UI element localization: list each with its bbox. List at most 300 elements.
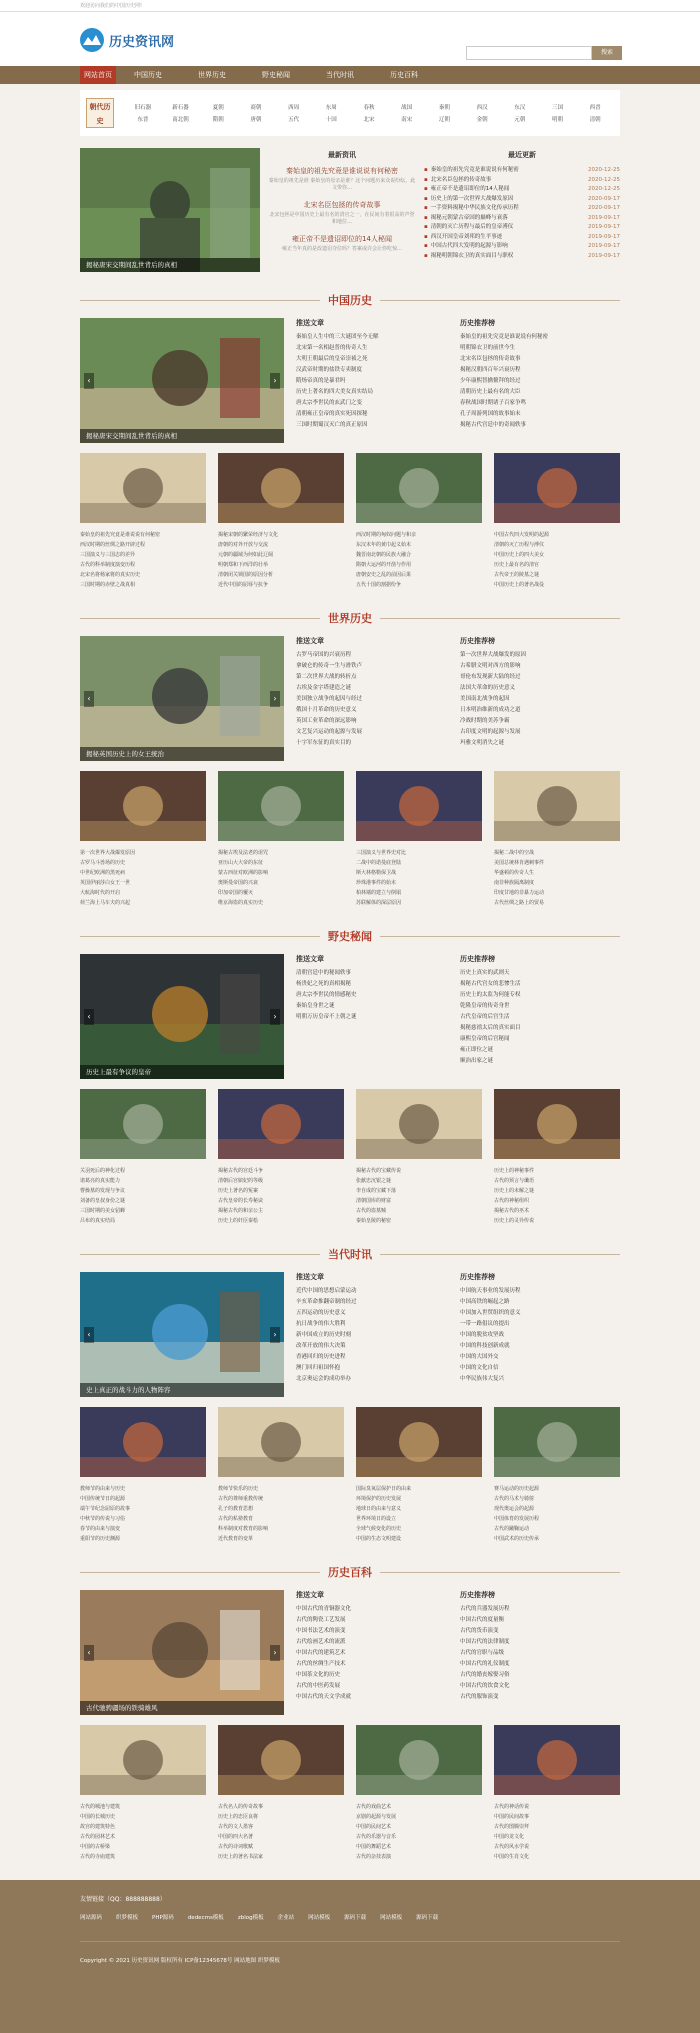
nav-encyclopedia[interactable]: 历史百科: [390, 71, 418, 79]
thumbnail-list-link[interactable]: 中国体育的发展历程: [494, 1516, 540, 1522]
update-link[interactable]: ▪ 秦始皇的祖先究竟是谁说说有何秘密: [424, 166, 519, 176]
thumbnail-list-link[interactable]: 清朝国库的财富: [356, 1198, 392, 1204]
push-article-link[interactable]: 隋炀帝真的是暴君吗: [296, 378, 346, 384]
thumbnail-list-link[interactable]: 教师节快乐的历史: [218, 1486, 259, 1492]
dynasty-link[interactable]: 金朝: [476, 117, 488, 123]
thumbnail-list-link[interactable]: 印度甘地的非暴力运动: [494, 890, 545, 896]
thumbnail-image[interactable]: [218, 1089, 344, 1159]
thumbnail-list-link[interactable]: 第一次世界大战爆发原因: [80, 850, 136, 856]
dynasty-link[interactable]: 新石器: [172, 105, 189, 111]
thumbnail-list-link[interactable]: 华盛顿的传奇人生: [494, 870, 535, 876]
thumbnail-list-link[interactable]: 李自成的宝藏下落: [356, 1188, 397, 1194]
thumbnail-list-link[interactable]: 历史上的未解之谜: [494, 1188, 535, 1194]
thumbnail-list-link[interactable]: 元朝的疆域为何如此辽阔: [218, 552, 274, 558]
thumbnail-list-link[interactable]: 斯大林格勒保卫战: [356, 870, 397, 876]
recommend-link[interactable]: 哥伦布发现新大陆的经过: [460, 674, 521, 680]
thumbnail-list-link[interactable]: 古代的园林艺术: [80, 1834, 116, 1840]
thumbnail-list-link[interactable]: 揭秘宋朝的繁荣经济与文化: [218, 532, 279, 538]
thumbnail-list-link[interactable]: 美国总统林肯遇刺事件: [494, 860, 545, 866]
thumbnail-list-link[interactable]: 西汉时期的丝绸之路开辟过程: [80, 542, 146, 548]
section-slider[interactable]: [80, 1590, 284, 1715]
footer-link[interactable]: dedecms模板: [187, 1915, 224, 1921]
recommend-link[interactable]: 清朝历史上最有名的大臣: [460, 389, 521, 395]
dynasty-link[interactable]: 商朝: [250, 105, 262, 111]
push-article-link[interactable]: 北京奥运会的成功举办: [296, 1376, 352, 1382]
thumbnail-list-link[interactable]: 科举制度对教育的影响: [218, 1526, 269, 1532]
thumbnail-list-link[interactable]: 端午节纪念屈原的故事: [80, 1506, 131, 1512]
push-article-link[interactable]: 古代的陶瓷工艺发展: [296, 1617, 346, 1623]
thumbnail-list-link[interactable]: 古代丝绸之路上的贸易: [494, 900, 545, 906]
recommend-link[interactable]: 中国航天事业的发展历程: [460, 1288, 521, 1294]
recommend-link[interactable]: 第一次世界大战爆发的原因: [460, 652, 527, 658]
thumbnail-list-link[interactable]: 刘备的皇叔身份之谜: [80, 1198, 126, 1204]
thumbnail-list-link[interactable]: 三国时期的美女貂蝉: [80, 1208, 126, 1214]
news-title-link[interactable]: 秦始皇的祖先究竟是谁说说有何秘密: [286, 167, 398, 175]
thumbnail-list-link[interactable]: 吕布的真实结局: [80, 1218, 116, 1224]
section-title[interactable]: 世界历史: [328, 612, 372, 625]
thumbnail-list-link[interactable]: 重阳节的历史渊源: [80, 1536, 121, 1542]
nav-home[interactable]: 网站首页: [80, 66, 116, 84]
thumbnail-list-link[interactable]: 古代皇帝的长寿秘诀: [218, 1198, 264, 1204]
thumbnail-list-link[interactable]: 古代的寺庙建筑: [80, 1854, 116, 1860]
thumbnail-list-link[interactable]: 古代的图腾崇拜: [494, 1824, 530, 1830]
dynasty-link[interactable]: 南北朝: [172, 117, 189, 123]
thumbnail-list-link[interactable]: 古代的尊师重教传统: [218, 1496, 264, 1502]
thumbnail-image[interactable]: [356, 1725, 482, 1795]
search-button[interactable]: 搜索: [592, 46, 622, 60]
push-article-link[interactable]: 历史上著名的四大美女真实结局: [296, 389, 374, 395]
thumbnail-list-link[interactable]: 古代帝王的陵墓之谜: [494, 572, 540, 578]
thumbnail-list-link[interactable]: 清朝后宫嫔妃的等级: [218, 1178, 264, 1184]
search-input[interactable]: [466, 46, 592, 60]
section-title[interactable]: 当代时讯: [328, 1248, 372, 1261]
footer-link[interactable]: zblog模板: [237, 1915, 264, 1921]
push-article-link[interactable]: 五四运动的历史意义: [296, 1310, 346, 1316]
thumbnail-list-link[interactable]: 苏联解体的深层原因: [356, 900, 402, 906]
slider-prev-icon[interactable]: ‹: [84, 1645, 94, 1661]
push-article-link[interactable]: 古代的丝绸生产技术: [296, 1661, 346, 1667]
thumbnail-list-link[interactable]: 京剧的起源与发展: [356, 1814, 397, 1820]
recommend-link[interactable]: 日本明治维新的成功之道: [460, 707, 521, 713]
thumbnail-image[interactable]: [218, 453, 344, 523]
thumbnail-list-link[interactable]: 历史上的奸臣秦桧: [218, 1218, 259, 1224]
dynasty-link[interactable]: 春秋: [363, 105, 375, 111]
slider-next-icon[interactable]: ›: [270, 1009, 280, 1025]
push-article-link[interactable]: 唐太宗李世民的情感秘史: [296, 992, 357, 998]
thumbnail-list-link[interactable]: 中国传统节日的起源: [80, 1496, 126, 1502]
thumbnail-list-link[interactable]: 古代的城池与建筑: [80, 1804, 121, 1810]
push-article-link[interactable]: 英国工业革命的深远影响: [296, 718, 357, 724]
thumbnail-image[interactable]: [356, 771, 482, 841]
thumbnail-list-link[interactable]: 奥斯曼帝国的兴衰: [218, 880, 259, 886]
update-link[interactable]: ▪ 一手资料揭秘中华民族文化传承历程: [424, 204, 519, 214]
thumbnail-list-link[interactable]: 诸葛亮的真实能力: [80, 1178, 121, 1184]
dynasty-link[interactable]: 东周: [325, 105, 337, 111]
dynasty-link[interactable]: 东晋: [137, 117, 149, 123]
thumbnail-list-link[interactable]: 中国历史上的著名战役: [494, 582, 545, 588]
push-article-link[interactable]: 改革开放的伟大决策: [296, 1343, 346, 1349]
thumbnail-list-link[interactable]: 古代的马术与骑射: [494, 1496, 535, 1502]
thumbnail-list-link[interactable]: 揭秘古代的宝藏传说: [356, 1168, 402, 1174]
thumbnail-list-link[interactable]: 北宋名将杨家将的真实历史: [80, 572, 141, 578]
news-title-link[interactable]: 北宋名臣包拯的传奇故事: [303, 201, 381, 209]
footer-link[interactable]: 网站源码: [80, 1915, 103, 1921]
thumbnail-list-link[interactable]: 中国的古桥梁: [80, 1844, 111, 1850]
thumbnail-list-link[interactable]: 中世纪欧洲的黑死病: [80, 870, 126, 876]
dynasty-link[interactable]: 三国: [551, 105, 563, 111]
recommend-link[interactable]: 孔子周游列国的故事始末: [460, 411, 521, 417]
thumbnail-list-link[interactable]: 古代的乐器与音乐: [356, 1834, 397, 1840]
thumbnail-list-link[interactable]: 古代的神秘组织: [494, 1198, 530, 1204]
push-article-link[interactable]: 十字军东征的真实目的: [296, 740, 352, 746]
thumbnail-list-link[interactable]: 揭秘古代的巫术: [494, 1208, 530, 1214]
recommend-link[interactable]: 揭秘古代宫女的悲惨生活: [460, 981, 521, 987]
footer-link[interactable]: PHP源码: [152, 1915, 174, 1921]
footer-link[interactable]: 网站模板: [380, 1915, 403, 1921]
push-article-link[interactable]: 抗日战争的伟大胜利: [296, 1321, 346, 1327]
recommend-link[interactable]: 揭秘汉朝四百年兴衰历程: [460, 367, 521, 373]
push-article-link[interactable]: 古代的中医药发展: [296, 1683, 341, 1689]
recommend-link[interactable]: 明朝锦衣卫的前世今生: [460, 345, 516, 351]
recommend-link[interactable]: 少年康熙智擒鳌拜的经过: [460, 378, 521, 384]
recommend-link[interactable]: 古代的货币演变: [460, 1628, 499, 1634]
recommend-link[interactable]: 中国古代的礼仪制度: [460, 1661, 510, 1667]
recommend-link[interactable]: 中国古代的法律制度: [460, 1639, 510, 1645]
recommend-link[interactable]: 中国高铁的崛起之路: [460, 1299, 510, 1305]
push-article-link[interactable]: 中国古代的青铜器文化: [296, 1606, 352, 1612]
push-article-link[interactable]: 明朝万历皇帝不上朝之谜: [296, 1014, 357, 1020]
push-article-link[interactable]: 文艺复兴运动的起源与发展: [296, 729, 363, 735]
recommend-link[interactable]: 古代的婚丧嫁娶习俗: [460, 1672, 510, 1678]
thumbnail-list-link[interactable]: 揭秘古代的和亲公主: [218, 1208, 264, 1214]
slider-next-icon[interactable]: ›: [270, 1645, 280, 1661]
thumbnail-list-link[interactable]: 柏林墙的建立与倒塌: [356, 890, 402, 896]
footer-link[interactable]: 源码下载: [416, 1915, 439, 1921]
slider-prev-icon[interactable]: ‹: [84, 1009, 94, 1025]
recommend-link[interactable]: 雍正即位之谜: [460, 1047, 494, 1053]
dynasty-link[interactable]: 西汉: [476, 105, 488, 111]
slider-next-icon[interactable]: ›: [270, 1327, 280, 1343]
thumbnail-list-link[interactable]: 历史上的神秘事件: [494, 1168, 535, 1174]
dynasty-link[interactable]: 秦朝: [438, 105, 450, 111]
slider-prev-icon[interactable]: ‹: [84, 373, 94, 389]
thumbnail-image[interactable]: [218, 771, 344, 841]
thumbnail-list-link[interactable]: 春节的由来与演变: [80, 1526, 121, 1532]
thumbnail-list-link[interactable]: 古代的诗词歌赋: [218, 1844, 254, 1850]
push-article-link[interactable]: 秦始皇身世之谜: [296, 1003, 335, 1009]
recommend-link[interactable]: 美国南北战争的起因: [460, 696, 510, 702]
recommend-link[interactable]: 中国的脱贫攻坚战: [460, 1332, 505, 1338]
recommend-link[interactable]: 中国的大国外交: [460, 1354, 499, 1360]
dynasty-link[interactable]: 隋朝: [212, 117, 224, 123]
push-article-link[interactable]: 清朝宫廷中的秘闻轶事: [296, 970, 352, 976]
push-article-link[interactable]: 北宋第一名相赵普的传奇人生: [296, 345, 368, 351]
footer-link[interactable]: 企业站: [277, 1915, 295, 1921]
thumbnail-image[interactable]: [356, 1407, 482, 1477]
thumbnail-list-link[interactable]: 古代的科举制度演变历程: [80, 562, 136, 568]
recommend-link[interactable]: 古代的服饰演变: [460, 1694, 499, 1700]
thumbnail-list-link[interactable]: 古代的预言与谶语: [494, 1178, 535, 1184]
recommend-link[interactable]: 北宋名臣包拯的传奇故事: [460, 356, 521, 362]
recommend-link[interactable]: 中华民族伟大复兴: [460, 1376, 505, 1382]
thumbnail-list-link[interactable]: 古代的蹴鞠运动: [494, 1526, 530, 1532]
thumbnail-list-link[interactable]: 古代的杂技表演: [356, 1854, 392, 1860]
thumbnail-list-link[interactable]: 中国的生态文明建设: [356, 1536, 402, 1542]
push-article-link[interactable]: 古罗马帝国的兴衰历程: [296, 652, 352, 658]
footer-link[interactable]: 源码下载: [344, 1915, 367, 1921]
push-article-link[interactable]: 秦始皇人生中的三大谜团至今无解: [296, 334, 379, 340]
thumbnail-list-link[interactable]: 二战中的诺曼底登陆: [356, 860, 402, 866]
recommend-link[interactable]: 玛雅文明消失之谜: [460, 740, 505, 746]
update-link[interactable]: ▪ 揭秘明朝锦衣卫的真实面目与职权: [424, 252, 513, 262]
thumbnail-list-link[interactable]: 全球气候变化的历史: [356, 1526, 402, 1532]
dynasty-link[interactable]: 十国: [325, 117, 337, 123]
push-article-link[interactable]: 大明王朝最后的皇帝崇祯之死: [296, 356, 368, 362]
thumbnail-image[interactable]: [80, 1407, 206, 1477]
thumbnail-list-link[interactable]: 近代中国的屈辱与抗争: [218, 582, 269, 588]
thumbnail-list-link[interactable]: 教师节的由来与历史: [80, 1486, 126, 1492]
thumbnail-list-link[interactable]: 印加帝国的覆灭: [218, 890, 254, 896]
recommend-link[interactable]: 古代的兵器发展历程: [460, 1606, 510, 1612]
recommend-link[interactable]: 冷战时期的美苏争霸: [460, 718, 510, 724]
thumbnail-image[interactable]: [80, 453, 206, 523]
thumbnail-list-link[interactable]: 中国的民间艺术: [356, 1824, 392, 1830]
thumbnail-list-link[interactable]: 三国时期的赤壁之战真相: [80, 582, 136, 588]
push-article-link[interactable]: 第二次世界大战的转折点: [296, 674, 357, 680]
recommend-link[interactable]: 春秋战国时期诸子百家争鸣: [460, 400, 527, 406]
thumbnail-list-link[interactable]: 历史上的著名书法家: [218, 1854, 264, 1860]
recommend-link[interactable]: 历史上真实的武则天: [460, 970, 510, 976]
thumbnail-list-link[interactable]: 西汉时期的匈奴问题与和亲: [356, 532, 417, 538]
push-article-link[interactable]: 中国古代的天文学成就: [296, 1694, 352, 1700]
dynasty-link[interactable]: 夏朝: [212, 105, 224, 111]
thumbnail-list-link[interactable]: 中国的四大名著: [218, 1834, 254, 1840]
push-article-link[interactable]: 清朝雍正皇帝的真实死因探秘: [296, 411, 368, 417]
section-slider[interactable]: [80, 954, 284, 1079]
thumbnail-list-link[interactable]: 孔子的教育思想: [218, 1506, 254, 1512]
recommend-link[interactable]: 揭秘古代宫廷中的奇闻轶事: [460, 422, 527, 428]
thumbnail-list-link[interactable]: 曹操墓的发现与争议: [80, 1188, 126, 1194]
recommend-link[interactable]: 秦始皇的祖先究竟是谁说说有何秘密: [460, 334, 549, 340]
thumbnail-list-link[interactable]: 中秋节的传说与习俗: [80, 1516, 126, 1522]
thumbnail-list-link[interactable]: 地球日的由来与意义: [356, 1506, 402, 1512]
thumbnail-image[interactable]: [80, 1089, 206, 1159]
dynasty-link[interactable]: 战国: [401, 105, 413, 111]
thumbnail-list-link[interactable]: 国际臭氧层保护日的由来: [356, 1486, 412, 1492]
thumbnail-list-link[interactable]: 唐朝安史之乱的前因后果: [356, 572, 412, 578]
nav-current-news[interactable]: 当代时讯: [326, 71, 354, 79]
thumbnail-list-link[interactable]: 东汉末年的黄巾起义始末: [356, 542, 412, 548]
thumbnail-list-link[interactable]: 近代教育的变革: [218, 1536, 254, 1542]
footer-link[interactable]: 网站模板: [308, 1915, 331, 1921]
thumbnail-list-link[interactable]: 中国的长城历史: [80, 1814, 116, 1820]
recommend-link[interactable]: 中国古代的饮食文化: [460, 1683, 510, 1689]
thumbnail-list-link[interactable]: 亚历山大大帝的东征: [218, 860, 264, 866]
thumbnail-list-link[interactable]: 古代的盗墓贼: [356, 1208, 387, 1214]
footer-link[interactable]: 织梦模板: [116, 1915, 139, 1921]
dynasty-link[interactable]: 辽朝: [438, 117, 450, 123]
thumbnail-list-link[interactable]: 三国演义与世界史对比: [356, 850, 407, 856]
section-title[interactable]: 中国历史: [328, 294, 372, 307]
thumbnail-list-link[interactable]: 英国伊丽莎白女王一世: [80, 880, 131, 886]
update-link[interactable]: ▪ 西汉开国皇帝刘邦的生平事迹: [424, 233, 502, 243]
thumbnail-list-link[interactable]: 中国的民间故事: [494, 1814, 530, 1820]
dynasty-link[interactable]: 元朝: [514, 117, 526, 123]
thumbnail-list-link[interactable]: 历史上的忠臣良将: [218, 1814, 259, 1820]
dynasty-link[interactable]: 清朝: [589, 117, 601, 123]
thumbnail-image[interactable]: [356, 1089, 482, 1159]
thumbnail-list-link[interactable]: 中国历史上的四大美女: [494, 552, 545, 558]
thumbnail-list-link[interactable]: 珍珠港事件的始末: [356, 880, 397, 886]
recommend-link[interactable]: 中国加入世贸组织的意义: [460, 1310, 521, 1316]
update-link[interactable]: ▪ 雍正帝不是遗诏即位的14人秘闻: [424, 185, 509, 195]
thumbnail-list-link[interactable]: 古代名人的传奇故事: [218, 1804, 264, 1810]
update-link[interactable]: ▪ 历史上的第一次世界大战爆发原因: [424, 195, 513, 205]
thumbnail-list-link[interactable]: 环境保护的历史发展: [356, 1496, 402, 1502]
recommend-link[interactable]: 康熙皇帝的后宫秘闻: [460, 1036, 510, 1042]
push-article-link[interactable]: 杨贵妃之死的真相揭秘: [296, 981, 352, 987]
thumbnail-list-link[interactable]: 荷兰海上马车夫的兴起: [80, 900, 131, 906]
recommend-link[interactable]: 古代的官职与品级: [460, 1650, 505, 1656]
thumbnail-image[interactable]: [356, 453, 482, 523]
recommend-link[interactable]: 揭秘慈禧太后的真实面目: [460, 1025, 521, 1031]
dynasty-link[interactable]: 西周: [288, 105, 300, 111]
thumbnail-image[interactable]: [494, 1407, 620, 1477]
thumbnail-list-link[interactable]: 秦始皇的祖先究竟是谁说说有何秘密: [80, 532, 161, 538]
thumbnail-list-link[interactable]: 中国古代四大发明的起源: [494, 532, 550, 538]
thumbnail-list-link[interactable]: 揭秘古代的宫廷斗争: [218, 1168, 264, 1174]
dynasty-link[interactable]: 北宋: [363, 117, 375, 123]
recommend-link[interactable]: 一带一路倡议的提出: [460, 1321, 510, 1327]
thumbnail-list-link[interactable]: 中国的舞蹈艺术: [356, 1844, 392, 1850]
thumbnail-list-link[interactable]: 古代的文人墨客: [218, 1824, 254, 1830]
dynasty-link[interactable]: 南宋: [401, 117, 413, 123]
section-title[interactable]: 野史秘闻: [328, 930, 372, 943]
slider-next-icon[interactable]: ›: [270, 691, 280, 707]
thumbnail-list-link[interactable]: 世界环境日的设立: [356, 1516, 397, 1522]
nav-world-history[interactable]: 世界历史: [198, 71, 226, 79]
nav-unofficial-history[interactable]: 野史秘闻: [262, 71, 290, 79]
thumbnail-list-link[interactable]: 历史上最有名的清官: [494, 562, 540, 568]
push-article-link[interactable]: 中国书法艺术的演变: [296, 1628, 346, 1634]
recommend-link[interactable]: 顺治出家之谜: [460, 1058, 494, 1064]
thumbnail-list-link[interactable]: 魏晋南北朝的民族大融合: [356, 552, 412, 558]
push-article-link[interactable]: 近代中国的思想启蒙运动: [296, 1288, 357, 1294]
dynasty-link[interactable]: 五代: [288, 117, 300, 123]
thumbnail-list-link[interactable]: 唐朝的对外开放与交流: [218, 542, 269, 548]
thumbnail-list-link[interactable]: 明朝郑和下西洋的壮举: [218, 562, 269, 568]
push-article-link[interactable]: 美国独立战争的起因与经过: [296, 696, 363, 702]
push-article-link[interactable]: 拿破仑的传奇一生与滑铁卢: [296, 663, 363, 669]
thumbnail-list-link[interactable]: 大航海时代的开启: [80, 890, 121, 896]
push-article-link[interactable]: 中国茶文化的历史: [296, 1672, 341, 1678]
thumbnail-list-link[interactable]: 南非种族隔离制度: [494, 880, 535, 886]
dynasty-link[interactable]: 东汉: [514, 105, 526, 111]
thumbnail-list-link[interactable]: 古代的戏曲艺术: [356, 1804, 392, 1810]
thumbnail-list-link[interactable]: 古代的风水学说: [494, 1844, 530, 1850]
recommend-link[interactable]: 古代皇帝的后宫生活: [460, 1014, 510, 1020]
thumbnail-list-link[interactable]: 秦始皇陵的秘密: [356, 1218, 392, 1224]
dynasty-link[interactable]: 明朝: [551, 117, 563, 123]
push-article-link[interactable]: 唐太宗李世民的玄武门之变: [296, 400, 363, 406]
recommend-link[interactable]: 法国大革命的历史意义: [460, 685, 516, 691]
dynasty-link[interactable]: 唐朝: [250, 117, 262, 123]
thumbnail-list-link[interactable]: 中国武术的历史传承: [494, 1536, 540, 1542]
thumbnail-list-link[interactable]: 历史上的灵异传说: [494, 1218, 535, 1224]
thumbnail-list-link[interactable]: 清朝闭关锁国的原因分析: [218, 572, 274, 578]
recommend-link[interactable]: 中国的科技创新成就: [460, 1343, 510, 1349]
thumbnail-list-link[interactable]: 揭秘二战中的空战: [494, 850, 535, 856]
thumbnail-list-link[interactable]: 中国的生肖文化: [494, 1854, 530, 1860]
thumbnail-image[interactable]: [218, 1725, 344, 1795]
push-article-link[interactable]: 香港回归的历史进程: [296, 1354, 346, 1360]
thumbnail-list-link[interactable]: 中国的龙文化: [494, 1834, 525, 1840]
recommend-link[interactable]: 中国古代的度量衡: [460, 1617, 505, 1623]
push-article-link[interactable]: 澳门回归祖国怀抱: [296, 1365, 341, 1371]
thumbnail-list-link[interactable]: 关羽死后的神化过程: [80, 1168, 126, 1174]
update-link[interactable]: ▪ 揭秘元朝蒙古帝国的巅峰与衰落: [424, 214, 508, 224]
thumbnail-list-link[interactable]: 故宫的建筑特色: [80, 1824, 116, 1830]
thumbnail-image[interactable]: [494, 1089, 620, 1159]
thumbnail-list-link[interactable]: 历史上著名的冤案: [218, 1188, 259, 1194]
section-slider[interactable]: [80, 636, 284, 761]
site-logo[interactable]: [80, 28, 174, 52]
thumbnail-list-link[interactable]: 古罗马斗兽场的历史: [80, 860, 126, 866]
thumbnail-list-link[interactable]: 张献忠沉银之谜: [356, 1178, 392, 1184]
news-title-link[interactable]: 雍正帝不是遗诏即位的14人秘闻: [292, 235, 392, 243]
thumbnail-list-link[interactable]: 隋朝大运河的开凿与作用: [356, 562, 412, 568]
dynasty-link[interactable]: 旧石器: [134, 105, 152, 111]
push-article-link[interactable]: 古代绘画艺术的流派: [296, 1639, 346, 1645]
push-article-link[interactable]: 三国时期蜀汉灭亡的真正原因: [296, 422, 368, 428]
section-title[interactable]: 历史百科: [328, 1566, 372, 1579]
thumbnail-image[interactable]: [494, 453, 620, 523]
recommend-link[interactable]: 乾隆皇帝的传奇身世: [460, 1003, 510, 1009]
thumbnail-list-link[interactable]: 古代的私塾教育: [218, 1516, 254, 1522]
dynasty-link[interactable]: 西晋: [589, 105, 601, 111]
thumbnail-image[interactable]: [494, 1725, 620, 1795]
push-article-link[interactable]: 辛亥革命推翻帝制的经过: [296, 1299, 357, 1305]
push-article-link[interactable]: 新中国成立的历史时刻: [296, 1332, 352, 1338]
thumbnail-list-link[interactable]: 赛马运动的历史起源: [494, 1486, 540, 1492]
recommend-link[interactable]: 中国的文化自信: [460, 1365, 499, 1371]
thumbnail-image[interactable]: [494, 771, 620, 841]
push-article-link[interactable]: 古埃及金字塔建造之谜: [296, 685, 352, 691]
update-link[interactable]: ▪ 北宋名臣包拯的传奇故事: [424, 176, 491, 186]
slider-prev-icon[interactable]: ‹: [84, 1327, 94, 1343]
thumbnail-list-link[interactable]: 三国演义与三国志的差异: [80, 552, 136, 558]
thumbnail-list-link[interactable]: 五代十国的割据纷争: [356, 582, 402, 588]
push-article-link[interactable]: 中国古代的建筑艺术: [296, 1650, 346, 1656]
recommend-link[interactable]: 古希腊文明对西方的影响: [460, 663, 521, 669]
section-slider[interactable]: [80, 318, 284, 443]
push-article-link[interactable]: 俄国十月革命的历史意义: [296, 707, 357, 713]
recommend-link[interactable]: 古印度文明的起源与发展: [460, 729, 521, 735]
recommend-link[interactable]: 历史上的太监为何能专权: [460, 992, 521, 998]
push-article-link[interactable]: 汉武帝时期的盐铁专卖制度: [296, 367, 363, 373]
thumbnail-list-link[interactable]: 蒙古西征对欧洲的影响: [218, 870, 269, 876]
thumbnail-image[interactable]: [80, 771, 206, 841]
thumbnail-list-link[interactable]: 揭秘古埃及法老的诅咒: [218, 850, 269, 856]
thumbnail-list-link[interactable]: 维京海盗的真实历史: [218, 900, 264, 906]
slider-prev-icon[interactable]: ‹: [84, 691, 94, 707]
thumbnail-image[interactable]: [80, 1725, 206, 1795]
section-slider[interactable]: [80, 1272, 284, 1397]
thumbnail-list-link[interactable]: 清朝的灭亡历程与溥仪: [494, 542, 545, 548]
thumbnail-image[interactable]: [218, 1407, 344, 1477]
update-link[interactable]: ▪ 清朝的灭亡历程与最后的皇帝溥仪: [424, 223, 513, 233]
hero-image[interactable]: [80, 148, 260, 272]
